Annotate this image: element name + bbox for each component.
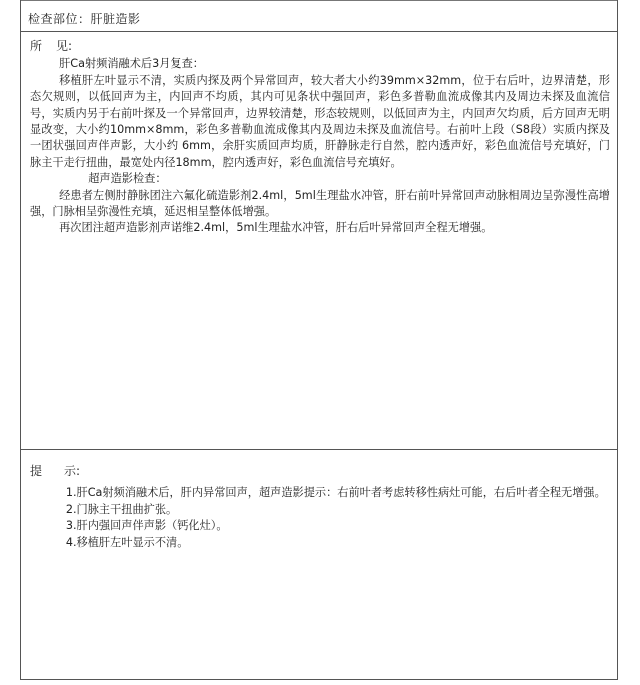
impression-item: 2.门脉主干扭曲扩张。 — [65, 502, 178, 516]
impression-label: 提 示: — [30, 464, 81, 478]
findings-paragraph: 肝Ca射频消融术后3月复查： — [59, 57, 204, 71]
findings-paragraph: 再次团注超声造影剂声诺维2.4ml，5ml生理盐水冲管，肝右后叶异常回声全程无增强。 — [59, 221, 493, 235]
impression-item: 1.肝Ca射频消融术后，肝内异常回声，超声造影提示：右前叶者考虑转移性病灶可能，右后叶者全程无增强。 — [65, 486, 606, 500]
impression-item: 3.肝内强回声伴声影（钙化灶）。 — [65, 519, 228, 533]
findings-paragraph: 经患者左侧肘静脉团注六氟化硫造影剂2.4ml，5ml生理盐水冲管，肝右前叶异常回声动脉相周边呈弥漫性高增强，门脉相呈弥漫性充填，延迟相呈整体低增强。 — [30, 188, 610, 219]
report-header — [20, 6, 618, 32]
impression-section — [30, 463, 610, 551]
findings-section — [30, 38, 610, 237]
section-divider — [20, 449, 618, 450]
impression-item: 4.移植肝左叶显示不清。 — [65, 535, 189, 549]
findings-paragraph: 移植肝左叶显示不清，实质内探及两个异常回声，较大者大小约39mm×32mm，位于右后叶，边界清楚，形态欠规则，以低回声为主，内回声不均质，其内可见条状中强回声，彩色多普勒血流成像其内及周边未探及血流信号，实质内另于右前叶探及一个异常回声，边界较清楚，形态较规则，以低回声为主，内回声欠均质，后方回声无明显改变，大小约10mm×8mm，彩色多普勒血流成像其内及周边未探及血流信号。右前叶上段（S8段）实质内探及一团状强回声伴声影，大小约 6mm，余肝实质回声均质，肝静脉走行自然，腔内透声好，彩色血流信号充填好，门脉主干走行扭曲，最宽处内径18mm，腔内透声好，彩色血流信号充填好。 — [30, 73, 610, 169]
exam-site-label: 检查部位：肝脏造影 — [28, 12, 141, 26]
findings-label: 所 见: — [30, 39, 73, 53]
findings-paragraph: 超声造影检查： — [88, 172, 167, 186]
